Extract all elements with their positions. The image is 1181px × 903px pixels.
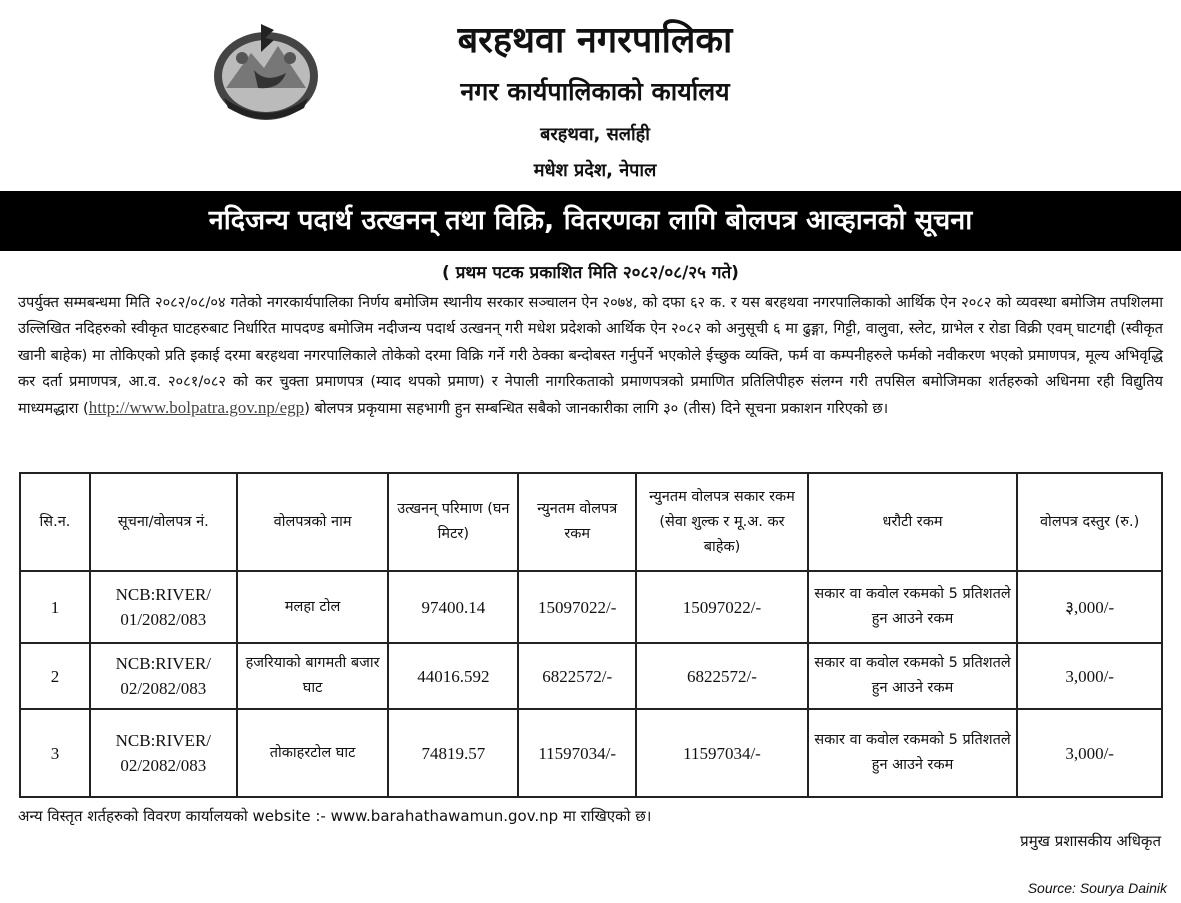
notice-body — [18, 290, 1163, 422]
body-text-before-link: उपर्युक्त सम्मबन्धमा मिति २०८२/०८/०४ गतेको नगरकार्यपालिका निर्णय बमोजिम स्थानीय सरकार सञ्चालन ऐन २०७४, को दफा ६२ क. र यस बरहथवा नगरपालिकाको आर्थिक ऐन २०८२ को व्यवस्था बमोजिम तपशिलमा उल्लिखित नदिहरुको स्वीकृत घाटहरुबाट निर्धारित मापदण्ड बमोजिम नदीजन्य पदार्थ उत्खनन् गरी मधेश प्रदेशको आर्थिक ऐन २०८२ को अनुसूची ६ मा ढुङ्गा, गिट्टी, वालुवा, स्लेट, ग्राभेल र रोडा विक्री एवम् घाटगद्दी (स्वीकृत खानी बाहेक) मा तोकिएको प्रति इकाई दरमा बरहथवा नगरपालिकाले तोकेको दरमा विक्रि गर्ने गरी ठेक्का बन्दोबस्त गर्नुपर्ने भएकोले ईच्छुक व्यक्ति, फर्म वा कम्पनीहरुले फर्मको नवीकरण भएको प्रमाणपत्र, मूल्य अभिवृद्धि कर दर्ता प्रमाणपत्र, आ.व. २०८१/०८२ को कर चुक्ता प्रमाणपत्र (म्याद थपको प्रमाण) र नेपाली नागरिकताको प्रमाणपत्रको प्रमाणित प्रतिलिपीहरु संलग्न गरी तपसिल बमोजिमका शर्तहरुको अधिनमा रही विद्युतिय माध्यमद्धारा ( — [18, 294, 1163, 418]
cell-sn: 3 — [20, 709, 90, 797]
cell-tender-name: तोकाहरटोल घाट — [237, 709, 389, 797]
cell-deposit: सकार वा कवोल रकमको 5 प्रतिशतले हुन आउने रकम — [808, 709, 1017, 797]
notice-no-part1: NCB:RIVER/ — [115, 731, 212, 750]
cell-quantity: 97400.14 — [388, 571, 518, 643]
header-notice-no: सूचना/वोलपत्र नं. — [90, 473, 237, 571]
cell-min-accept: 15097022/- — [636, 571, 808, 643]
header-sn: सि.न. — [20, 473, 90, 571]
notice-no-part1: NCB:RIVER/ — [115, 654, 212, 673]
table-row — [20, 709, 1162, 797]
tender-table — [19, 472, 1163, 798]
cell-tender-name: हजरियाको बागमती बजार घाट — [237, 643, 389, 709]
cell-notice-no — [90, 571, 237, 643]
notice-no-part2: 01/2082/083 — [120, 610, 207, 629]
cell-fee: ३,000/- — [1017, 571, 1162, 643]
cell-fee: 3,000/- — [1017, 643, 1162, 709]
cell-quantity: 74819.57 — [388, 709, 518, 797]
footer-note: अन्य विस्तृत शर्तहरुको विवरण कार्यालयको website :- www.barahathawamun.gov.np मा राखिएको छ। — [18, 807, 652, 825]
header-min-accept: न्युनतम वोलपत्र सकार रकम (सेवा शुल्क र मू.अ. कर बाहेक) — [636, 473, 808, 571]
header-min-bid: न्युनतम वोलपत्र रकम — [518, 473, 636, 571]
office-location: बरहथवा, सर्लाही — [540, 124, 650, 145]
cell-quantity: 44016.592 — [388, 643, 518, 709]
body-text-after-link: ) बोलपत्र प्रकृयामा सहभागी हुन सम्बन्धित सबैको जानकारीका लागि ३० (तीस) दिने सूचना प्रकाशन गरिएको छ। — [304, 400, 889, 418]
header-deposit: धरौटी रकम — [808, 473, 1017, 571]
cell-notice-no — [90, 709, 237, 797]
header-quantity: उत्खनन् परिमाण (घन मिटर) — [388, 473, 518, 571]
table-header-row — [20, 473, 1162, 571]
cell-tender-name: मलहा टोल — [237, 571, 389, 643]
municipality-title: बरहथवा नगरपालिका — [457, 20, 733, 61]
table-row — [20, 643, 1162, 709]
cell-sn: 2 — [20, 643, 90, 709]
header-fee: वोलपत्र दस्तुर (रु.) — [1017, 473, 1162, 571]
source-credit: Source: Sourya Dainik — [1027, 880, 1167, 896]
notice-no-part2: 02/2082/083 — [120, 679, 207, 698]
cell-deposit: सकार वा कवोल रकमको 5 प्रतिशतले हुन आउने रकम — [808, 571, 1017, 643]
bolpatra-link[interactable]: http://www.bolpatra.gov.np/egp — [88, 398, 305, 418]
cell-min-bid: 6822572/- — [518, 643, 636, 709]
notice-no-part2: 02/2082/083 — [120, 756, 207, 775]
cell-sn: 1 — [20, 571, 90, 643]
signer-title: प्रमुख प्रशासकीय अधिकृत — [1020, 832, 1161, 850]
office-title: नगर कार्यपालिकाको कार्यालय — [460, 77, 730, 106]
notice-title-banner: नदिजन्य पदार्थ उत्खनन् तथा विक्रि, वितरणका लागि बोलपत्र आव्हानको सूचना — [0, 191, 1181, 251]
cell-notice-no — [90, 643, 237, 709]
nepal-government-emblem-icon — [206, 18, 326, 128]
cell-min-bid: 15097022/- — [518, 571, 636, 643]
notice-no-part1: NCB:RIVER/ — [115, 585, 212, 604]
cell-min-accept: 6822572/- — [636, 643, 808, 709]
header-tender-name: वोलपत्रको नाम — [237, 473, 389, 571]
cell-min-accept: 11597034/- — [636, 709, 808, 797]
cell-deposit: सकार वा कवोल रकमको 5 प्रतिशतले हुन आउने रकम — [808, 643, 1017, 709]
cell-min-bid: 11597034/- — [518, 709, 636, 797]
office-province: मधेश प्रदेश, नेपाल — [533, 160, 657, 181]
publish-date: ( प्रथम पटक प्रकाशित मिति २०८२/०८/२५ गते) — [442, 263, 739, 283]
table-row — [20, 571, 1162, 643]
cell-fee: 3,000/- — [1017, 709, 1162, 797]
